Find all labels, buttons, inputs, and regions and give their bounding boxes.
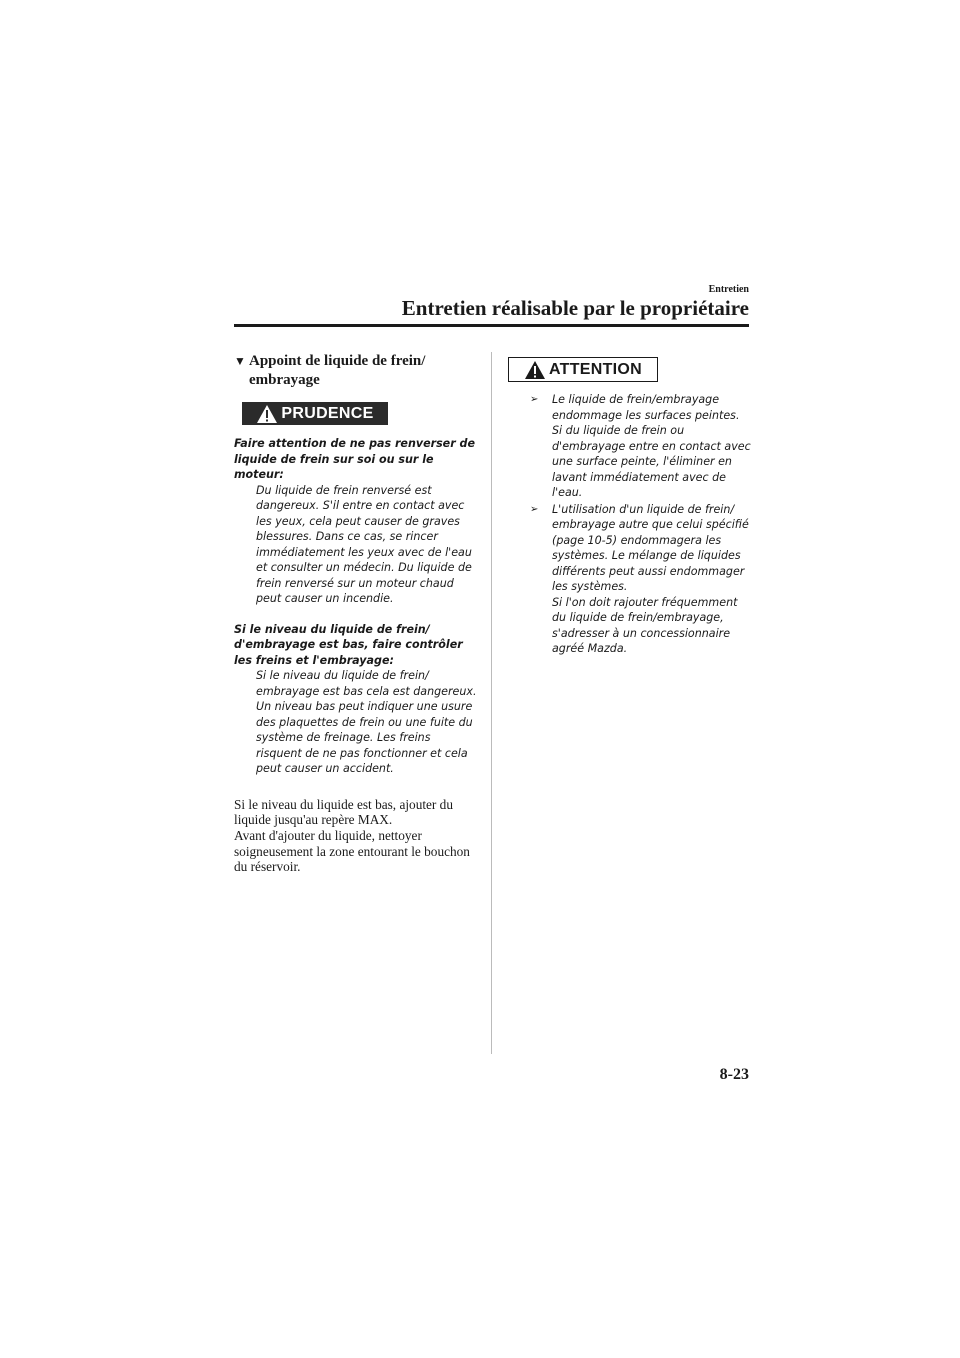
warning-triangle-icon [256, 404, 278, 424]
warning-block [234, 622, 479, 777]
list-item [508, 392, 752, 501]
warning-condition: Si le niveau du liquide de frein/ d'embrayage est bas, faire contrôler les freins et l'embrayage: [234, 622, 463, 667]
warning-triangle-icon [524, 360, 546, 380]
left-column [234, 352, 479, 875]
list-item [508, 502, 752, 657]
attention-label: ATTENTION [548, 360, 643, 378]
warning-body: Du liquide de frein renversé est dangereux. S'il entre en contact avec les yeux, cela peut causer de graves blessures. Dans ce cas, se rincer immédiatement les yeux avec de l'eau et consulter un médecin. Du liquide de frein renversé sur un moteur chaud peut causer un incendie. [256, 483, 472, 605]
item-line: Le liquide de frein/embrayage endommage les surfaces peintes. [552, 393, 740, 422]
instructions [234, 797, 479, 876]
item-line: Si du liquide de frein ou d'embrayage entre en contact avec une surface peinte, l'éliminer en lavant immédiatement avec de l'eau. [552, 424, 751, 499]
attention-banner [508, 357, 658, 382]
arrow-bullet-icon: ➢ [530, 394, 539, 405]
caution-label: PRUDENCE [281, 404, 374, 422]
column-divider [491, 352, 492, 1054]
section-label: Entretien [708, 284, 749, 295]
page-title: Entretien réalisable par le propriétaire [401, 296, 749, 320]
item-line: Si l'on doit rajouter fréquemment du liquide de frein/embrayage, s'adresser à un concessionnaire agréé Mazda. [552, 595, 738, 655]
section-heading-text: Appoint de liquide de frein/ embrayage [249, 353, 426, 388]
page-number: 8-23 [719, 1066, 749, 1083]
warning-body: Si le niveau du liquide de frein/ embrayage est bas cela est dangereux. Un niveau bas peut indiquer une usure des plaquettes de frein ou une fuite du système de freinage. Les freins risquent de ne pas fonctionner et cela peut causer un accident. [256, 669, 477, 775]
caution-banner [242, 402, 388, 425]
header-divider [234, 324, 749, 327]
down-triangle-icon: ▼ [234, 354, 246, 368]
right-column [508, 357, 752, 657]
warning-condition: Faire attention de ne pas renverser de liquide de frein sur soi ou sur le moteur: [234, 437, 476, 481]
paragraph: Avant d'ajouter du liquide, nettoyer soigneusement la zone entourant le bouchon du réservoir. [234, 827, 470, 875]
arrow-bullet-icon: ➢ [530, 503, 539, 515]
attention-list [508, 392, 752, 657]
section-heading [234, 352, 479, 390]
item-line: L'utilisation d'un liquide de frein/ embrayage autre que celui spécifié (page 10-5) endommagera les systèmes. Le mélange de liquides différents peut aussi endommager les systèmes. [552, 502, 749, 593]
warning-block [234, 436, 479, 607]
paragraph: Si le niveau du liquide est bas, ajouter du liquide jusqu'au repère MAX. [234, 796, 453, 828]
